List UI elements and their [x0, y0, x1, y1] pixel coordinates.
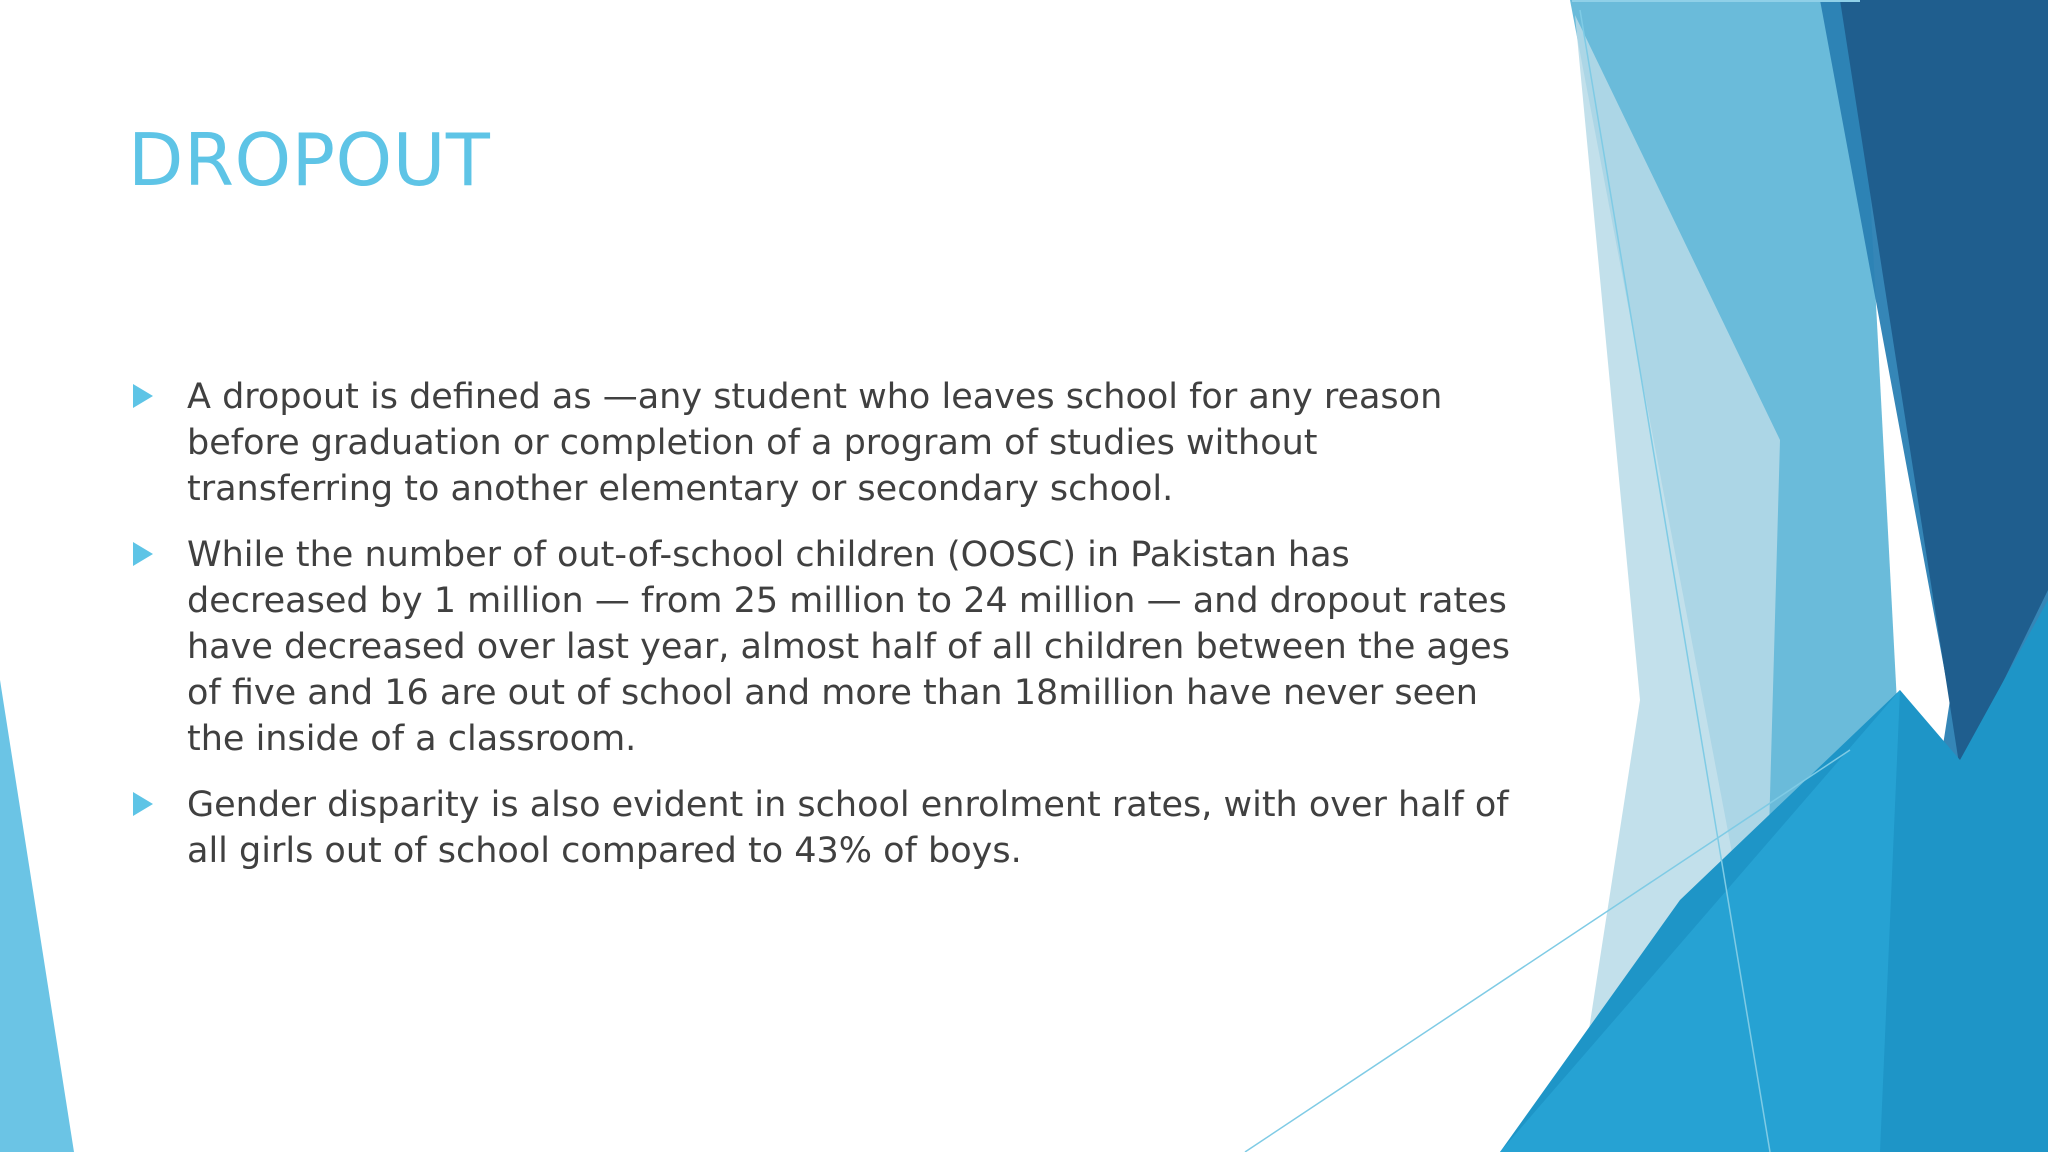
bullet-item: [130, 374, 1530, 512]
bullet-text: While the number of out-of-school children (OOSC) in Pakistan has decreased by 1 million — from 25 million to 24 million — and dropout rates have decreased over last year, almost half of all children between the ages of five and 16 are out of school and more than 18million have never seen the inside of a classroom.: [187, 535, 1510, 759]
bullet-text: Gender disparity is also evident in school enrolment rates, with over half of all girls out of school compared to 43% of boys.: [187, 785, 1509, 871]
bullet-item: [130, 782, 1530, 874]
left-edge-shape: [0, 680, 74, 1152]
bullet-item: [130, 532, 1530, 762]
slide-title: DROPOUT: [128, 118, 491, 202]
bullet-text: A dropout is defined as —any student who leaves school for any reason before graduation or completion of a program of studies without transferring to another elementary or secondary school.: [187, 377, 1443, 509]
triangle-bullet-icon: [133, 384, 153, 408]
triangle-bullet-icon: [133, 792, 153, 816]
triangle-bullet-icon: [133, 542, 153, 566]
bullet-list: [130, 374, 1530, 894]
